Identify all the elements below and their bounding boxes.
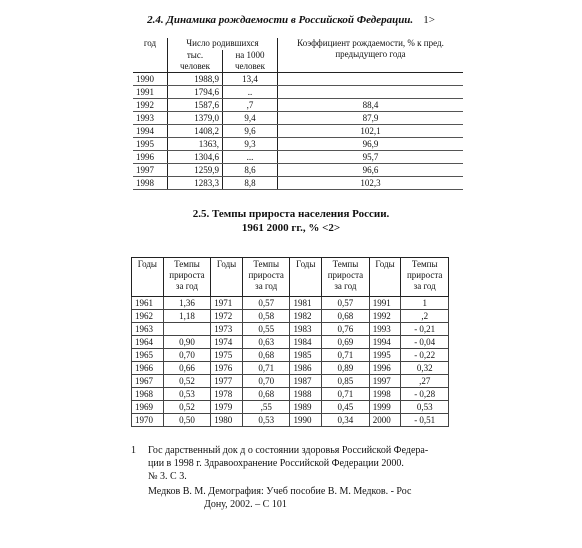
- cell-growth-rate: 0,57: [322, 297, 370, 310]
- cell-growth-rate: - 0,28: [401, 388, 449, 401]
- section1-title-text: 2.4. Динамика рождаемости в Российской Федерации.: [147, 14, 414, 26]
- col-growth-rate: Темпы прироста за год: [322, 258, 370, 297]
- cell-growth-rate: - 0,22: [401, 349, 449, 362]
- col-births-per1000: на 1000 человек: [223, 50, 278, 73]
- footnote-line: № 3. С 3.: [148, 471, 187, 482]
- cell-growth-rate: 0,32: [401, 362, 449, 375]
- cell-per1000: 9,4: [223, 112, 278, 125]
- cell-thousands: 1304,6: [168, 151, 223, 164]
- cell-year: 1970: [132, 414, 164, 427]
- cell-growth-rate: 0,71: [322, 349, 370, 362]
- cell-year: 1980: [211, 414, 243, 427]
- cell-per1000: ,7: [223, 99, 278, 112]
- cell-per1000: 13,4: [223, 73, 278, 86]
- cell-year: 1997: [133, 164, 168, 177]
- col-growth-rate: Темпы прироста за год: [163, 258, 211, 297]
- cell-year: 1964: [132, 336, 164, 349]
- cell-growth-rate: 0,45: [322, 401, 370, 414]
- table-row: [133, 151, 463, 164]
- cell-year: 1991: [369, 297, 401, 310]
- cell-growth-rate: 0,71: [242, 362, 290, 375]
- cell-year: 1995: [133, 138, 168, 151]
- table-row: [133, 112, 463, 125]
- cell-growth-rate: 0,57: [242, 297, 290, 310]
- section2-subtitle: 1961 2000 гг., % <2>: [241, 222, 341, 234]
- cell-year: 1978: [211, 388, 243, 401]
- section2-title: 2.5. Темпы прироста населения России.: [192, 208, 390, 220]
- col-births: Число родившихся: [168, 38, 278, 50]
- col-year: Годы: [290, 258, 322, 297]
- cell-growth-rate: 0,85: [322, 375, 370, 388]
- cell-growth-rate: 0,53: [163, 388, 211, 401]
- cell-growth-rate: 0,63: [242, 336, 290, 349]
- cell-growth-rate: 0,70: [242, 375, 290, 388]
- cell-growth-rate: 0,68: [322, 310, 370, 323]
- cell-coef: 88,4: [278, 99, 464, 112]
- col-births-thousands: тыс. человек: [168, 50, 223, 73]
- table-row: [133, 73, 463, 86]
- cell-coef: 96,9: [278, 138, 464, 151]
- cell-thousands: 1363,: [168, 138, 223, 151]
- section1-title-ref: 1>: [423, 14, 435, 26]
- cell-growth-rate: 0,70: [163, 349, 211, 362]
- cell-year: 1997: [369, 375, 401, 388]
- cell-growth-rate: 0,52: [163, 375, 211, 388]
- cell-year: 1984: [290, 336, 322, 349]
- cell-thousands: 1794,6: [168, 86, 223, 99]
- cell-growth-rate: - 0,21: [401, 323, 449, 336]
- cell-year: 1977: [211, 375, 243, 388]
- cell-year: 1994: [133, 125, 168, 138]
- cell-year: 1998: [133, 177, 168, 190]
- col-year: год: [133, 38, 168, 73]
- cell-growth-rate: 0,68: [242, 388, 290, 401]
- table-row: [132, 401, 449, 414]
- cell-coef: 96,6: [278, 164, 464, 177]
- cell-year: 1992: [369, 310, 401, 323]
- col-growth-rate: Темпы прироста за год: [401, 258, 449, 297]
- cell-growth-rate: 1,18: [163, 310, 211, 323]
- cell-growth-rate: 0,53: [401, 401, 449, 414]
- population-growth-table: [131, 257, 449, 427]
- cell-growth-rate: 0,50: [163, 414, 211, 427]
- cell-year: 1988: [290, 388, 322, 401]
- cell-year: 1985: [290, 349, 322, 362]
- table-row: [132, 297, 449, 310]
- table-row: [132, 323, 449, 336]
- cell-growth-rate: ,27: [401, 375, 449, 388]
- cell-year: 1990: [290, 414, 322, 427]
- cell-year: 1994: [369, 336, 401, 349]
- cell-year: 1969: [132, 401, 164, 414]
- cell-per1000: 8,8: [223, 177, 278, 190]
- cell-year: 1967: [132, 375, 164, 388]
- table-row: [132, 310, 449, 323]
- cell-year: 1991: [133, 86, 168, 99]
- col-year: Годы: [132, 258, 164, 297]
- cell-year: 1982: [290, 310, 322, 323]
- col-year: Годы: [211, 258, 243, 297]
- cell-growth-rate: 0,89: [322, 362, 370, 375]
- cell-year: 1990: [133, 73, 168, 86]
- footnote-number: 1: [131, 445, 136, 456]
- cell-year: 1961: [132, 297, 164, 310]
- cell-growth-rate: - 0,51: [401, 414, 449, 427]
- table-row: [132, 375, 449, 388]
- cell-growth-rate: 1: [401, 297, 449, 310]
- cell-growth-rate: ,55: [242, 401, 290, 414]
- footnote-line: Гос дарственный док д о состоянии здоровья Российской Федера-: [148, 445, 429, 456]
- cell-growth-rate: 0,90: [163, 336, 211, 349]
- cell-growth-rate: 0,58: [242, 310, 290, 323]
- cell-year: 1993: [133, 112, 168, 125]
- cell-year: 1975: [211, 349, 243, 362]
- cell-thousands: 1379,0: [168, 112, 223, 125]
- section1-title: [0, 14, 582, 26]
- cell-year: 1972: [211, 310, 243, 323]
- table-row: [133, 138, 463, 151]
- table-row: [132, 362, 449, 375]
- cell-coef: 87,9: [278, 112, 464, 125]
- cell-year: 1971: [211, 297, 243, 310]
- cell-growth-rate: ,2: [401, 310, 449, 323]
- cell-year: 1968: [132, 388, 164, 401]
- col-year: Годы: [369, 258, 401, 297]
- cell-thousands: 1283,3: [168, 177, 223, 190]
- cell-growth-rate: 0,68: [242, 349, 290, 362]
- cell-year: 1999: [369, 401, 401, 414]
- table-row: [133, 86, 463, 99]
- cell-year: 2000: [369, 414, 401, 427]
- table-row: [133, 164, 463, 177]
- cell-year: 1976: [211, 362, 243, 375]
- cell-per1000: ...: [223, 151, 278, 164]
- cell-growth-rate: 0,76: [322, 323, 370, 336]
- cell-growth-rate: 0,55: [242, 323, 290, 336]
- cell-year: 1965: [132, 349, 164, 362]
- cell-year: 1996: [133, 151, 168, 164]
- table-row: [132, 388, 449, 401]
- cell-year: 1986: [290, 362, 322, 375]
- birth-rate-table: [133, 38, 463, 190]
- col-coef: Коэффициент рождаемости, % к пред. предыдущего года: [278, 38, 464, 73]
- cell-year: 1996: [369, 362, 401, 375]
- cell-year: 1979: [211, 401, 243, 414]
- cell-year: 1989: [290, 401, 322, 414]
- cell-year: 1998: [369, 388, 401, 401]
- table-row: [133, 125, 463, 138]
- cell-growth-rate: [163, 323, 211, 336]
- cell-per1000: 8,6: [223, 164, 278, 177]
- cell-thousands: 1988,9: [168, 73, 223, 86]
- cell-thousands: 1259,9: [168, 164, 223, 177]
- cell-year: 1981: [290, 297, 322, 310]
- table-row: [132, 414, 449, 427]
- col-growth-rate: Темпы прироста за год: [242, 258, 290, 297]
- cell-coef: 102,3: [278, 177, 464, 190]
- cell-growth-rate: 0,66: [163, 362, 211, 375]
- cell-growth-rate: - 0,04: [401, 336, 449, 349]
- cell-thousands: 1408,2: [168, 125, 223, 138]
- cell-year: 1995: [369, 349, 401, 362]
- cell-per1000: ..: [223, 86, 278, 99]
- cell-year: 1973: [211, 323, 243, 336]
- cell-year: 1992: [133, 99, 168, 112]
- cell-growth-rate: 0,34: [322, 414, 370, 427]
- footnote-line: ции в 1998 г. Здравоохранение Российской Федерации 2000.: [148, 458, 404, 469]
- table-row: [132, 349, 449, 362]
- cell-year: 1987: [290, 375, 322, 388]
- cell-year: 1993: [369, 323, 401, 336]
- table-row: [133, 99, 463, 112]
- cell-per1000: 9,3: [223, 138, 278, 151]
- cell-thousands: 1587,6: [168, 99, 223, 112]
- cell-coef: [278, 73, 464, 86]
- cell-coef: 95,7: [278, 151, 464, 164]
- footnote-line: Дону, 2002. – С 101: [204, 499, 287, 510]
- table-row: [133, 177, 463, 190]
- cell-growth-rate: 0,52: [163, 401, 211, 414]
- cell-coef: 102,1: [278, 125, 464, 138]
- cell-year: 1963: [132, 323, 164, 336]
- cell-growth-rate: 1,36: [163, 297, 211, 310]
- cell-growth-rate: 0,71: [322, 388, 370, 401]
- cell-year: 1962: [132, 310, 164, 323]
- cell-per1000: 9,6: [223, 125, 278, 138]
- cell-growth-rate: 0,53: [242, 414, 290, 427]
- cell-year: 1974: [211, 336, 243, 349]
- cell-growth-rate: 0,69: [322, 336, 370, 349]
- cell-year: 1983: [290, 323, 322, 336]
- footnote-line: Медков В. М. Демография: Учеб пособие В. М. Медков. - Рос: [148, 486, 412, 497]
- table-row: [132, 336, 449, 349]
- cell-year: 1966: [132, 362, 164, 375]
- cell-coef: [278, 86, 464, 99]
